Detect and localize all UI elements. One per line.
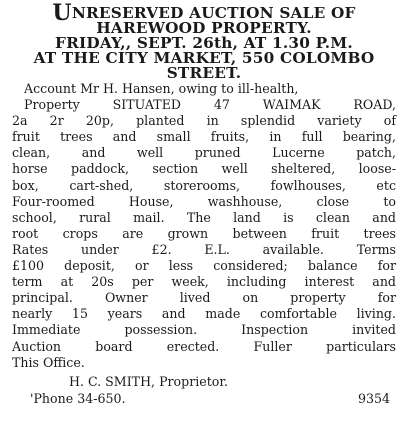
- headline-line-4: AT THE CITY MARKET, 550 COLOMBO: [33, 49, 375, 67]
- phone-number: 'Phone 34-650.: [30, 390, 126, 406]
- body-line-14: principal. Owner lived on property for: [12, 290, 396, 306]
- headline-line-1-text: NRESERVED AUCTION SALE OF: [71, 4, 356, 22]
- body-line-16: Immediate possession. Inspection invited: [12, 322, 396, 338]
- body-line-7: box, cart-shed, storerooms, fowlhouses, etc: [12, 177, 396, 193]
- body-line-8: Four-roomed House, washhouse, close to: [12, 193, 396, 209]
- reference-number: 9354: [357, 390, 390, 406]
- body-line-9: school, rural mail. The land is clean and: [12, 209, 396, 225]
- body-line-2: Property SITUATED 47 WAIMAK ROAD,: [24, 97, 396, 113]
- body-line-13: term at 20s per week, including interest and: [12, 274, 396, 290]
- auction-notice: [12, 0, 396, 407]
- body-line-18: This Office.: [12, 354, 85, 370]
- headline-line-2: HAREWOOD PROPERTY.: [96, 19, 312, 37]
- body-line-11: Rates under £2. E.L. available. Terms: [12, 241, 396, 257]
- signature: H. C. SMITH, Proprietor.: [69, 373, 228, 389]
- body-line-17: Auction board erected. Fuller particulars: [12, 338, 396, 354]
- body-line-3: 2a 2r 20p, planted in splendid variety of: [12, 113, 396, 129]
- body-line-10: root crops are grown between fruit trees: [12, 225, 396, 241]
- body-line-1: Account Mr H. Hansen, owing to ill-health,: [24, 81, 299, 96]
- body-line-4: fruit trees and small fruits, in full bearing,: [12, 129, 396, 145]
- headline-line-3: FRIDAY,, SEPT. 26th, AT 1.30 P.M.: [55, 34, 353, 52]
- body-line-5: clean, and well pruned Lucerne patch,: [12, 145, 396, 161]
- headline-initial: U: [52, 0, 72, 26]
- body-line-12: £100 deposit, or less considered; balance for: [12, 258, 396, 274]
- headline-line-5: STREET.: [166, 64, 242, 82]
- body-line-6: horse paddock, section well sheltered, loose-: [12, 161, 396, 177]
- body-line-15: nearly 15 years and made comfortable living.: [12, 306, 396, 322]
- footer: [12, 390, 396, 407]
